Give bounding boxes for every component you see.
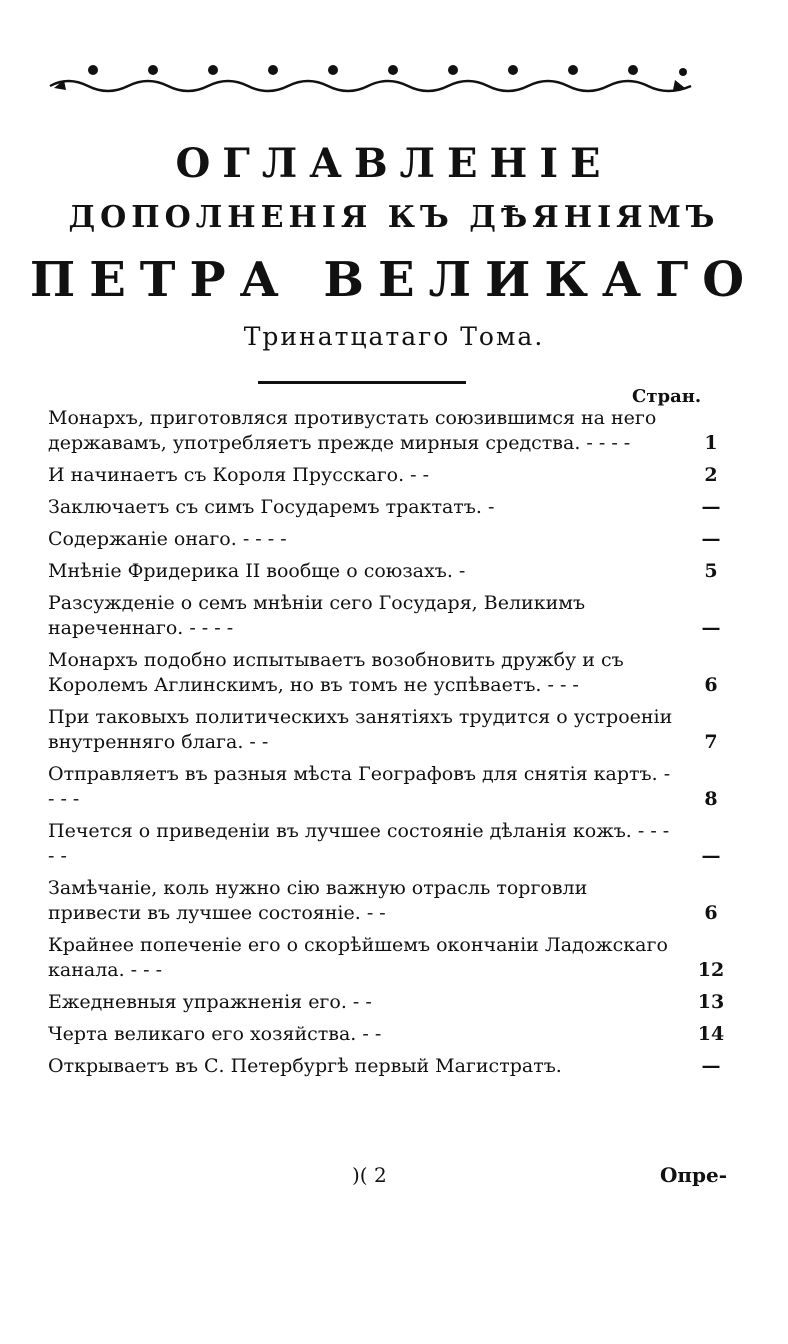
toc-entry bbox=[48, 933, 728, 983]
toc-entry bbox=[48, 1022, 728, 1047]
toc-entry-page: 14 bbox=[697, 1023, 725, 1045]
toc-entry bbox=[48, 559, 728, 584]
toc-entry-text: Крайнее попеченiе его о скорѣйшемъ окончанiи Ладожскаго канала. - - - bbox=[48, 934, 668, 981]
toc-entry-page: — bbox=[701, 496, 721, 518]
signature-mark: )( 2 bbox=[352, 1163, 387, 1187]
toc-entry-page: — bbox=[701, 845, 721, 867]
toc-entry-text: Печется о приведенiи въ лучшее состоянiе дѣланiя кожъ. - - - - - bbox=[48, 820, 670, 867]
toc-entry bbox=[48, 648, 728, 698]
toc-entry bbox=[48, 406, 728, 456]
toc-entry-page: 12 bbox=[697, 959, 725, 981]
toc-entry-text: И начинаетъ съ Короля Прусскаго. - - bbox=[48, 464, 430, 486]
toc-entry-page: 13 bbox=[697, 991, 725, 1013]
toc-entry-page: 8 bbox=[704, 788, 718, 810]
toc-entry bbox=[48, 591, 728, 641]
toc-entry-text: Монархъ подобно испытываетъ возобновить дружбу и съ Королемъ Аглинскимъ, но въ томъ не успѣваетъ. - - - bbox=[48, 649, 624, 696]
toc-entry-text: Заключаетъ съ симъ Государемъ трактатъ. - bbox=[48, 496, 495, 518]
toc-entry-page: 2 bbox=[704, 464, 718, 486]
toc-entry-text: При таковыхъ политическихъ занятiяхъ трудится о устроенiи внутренняго блага. - - bbox=[48, 706, 673, 753]
toc-entry bbox=[48, 819, 728, 869]
toc-entry-text: Мнѣнiе Фридерика II вообще о союзахъ. - bbox=[48, 560, 466, 582]
toc-entry-page: 6 bbox=[704, 902, 718, 924]
toc-entry-page: 6 bbox=[704, 674, 718, 696]
toc-entry-text: Открываетъ въ С. Петербургѣ первый Магистратъ. bbox=[48, 1055, 562, 1077]
page-subtitle: ДОПОЛНЕНIЯ КЪ ДѢЯНIЯМЪ bbox=[68, 200, 720, 235]
toc-entry-page: 1 bbox=[704, 432, 718, 454]
toc-entry-page: 7 bbox=[704, 731, 718, 753]
toc-entry-text: Черта великаго его хозяйства. - - bbox=[48, 1023, 382, 1045]
book-name: ПЕТРА ВЕЛИКАГО bbox=[29, 252, 759, 308]
toc-entry bbox=[48, 527, 728, 552]
decorative-border-ornament bbox=[48, 58, 693, 98]
volume-label: Тринатцатаго Тома. bbox=[243, 322, 545, 351]
toc-entry-text: Ежедневныя упражненiя его. - - bbox=[48, 991, 372, 1013]
divider-rule bbox=[258, 381, 466, 384]
catchword: Опре- bbox=[660, 1163, 728, 1187]
toc-entry-page: — bbox=[701, 528, 721, 550]
toc-entry-text: Содержанiе онаго. - - - - bbox=[48, 528, 287, 550]
toc-entry-text: Монархъ, приготовляся противустать союзившимся на него державамъ, употребляетъ прежде мирныя средства. - - - - bbox=[48, 407, 657, 454]
toc-entry-text: Отправляетъ въ разныя мѣста Географовъ для снятiя картъ. - - - - bbox=[48, 763, 671, 810]
toc-entry-page: — bbox=[701, 1055, 721, 1077]
toc-entry bbox=[48, 1054, 728, 1079]
toc-entry bbox=[48, 495, 728, 520]
page-column-label: Стран. bbox=[632, 386, 702, 407]
toc-entry bbox=[48, 463, 728, 488]
table-of-contents bbox=[48, 406, 728, 1086]
toc-entry-text: Замѣчанiе, коль нужно сiю важную отрасль торговли привести въ лучшее состоянiе. - - bbox=[48, 877, 588, 924]
toc-entry bbox=[48, 705, 728, 755]
toc-entry-page: 5 bbox=[704, 560, 718, 582]
toc-entry bbox=[48, 876, 728, 926]
toc-entry-page: — bbox=[701, 617, 721, 639]
toc-entry bbox=[48, 990, 728, 1015]
toc-entry bbox=[48, 762, 728, 812]
page-title: ОГЛАВЛЕНIЕ bbox=[175, 140, 613, 187]
toc-entry-text: Разсужденiе о семъ мнѣнiи сего Государя, Великимъ нареченнаго. - - - - bbox=[48, 592, 586, 639]
